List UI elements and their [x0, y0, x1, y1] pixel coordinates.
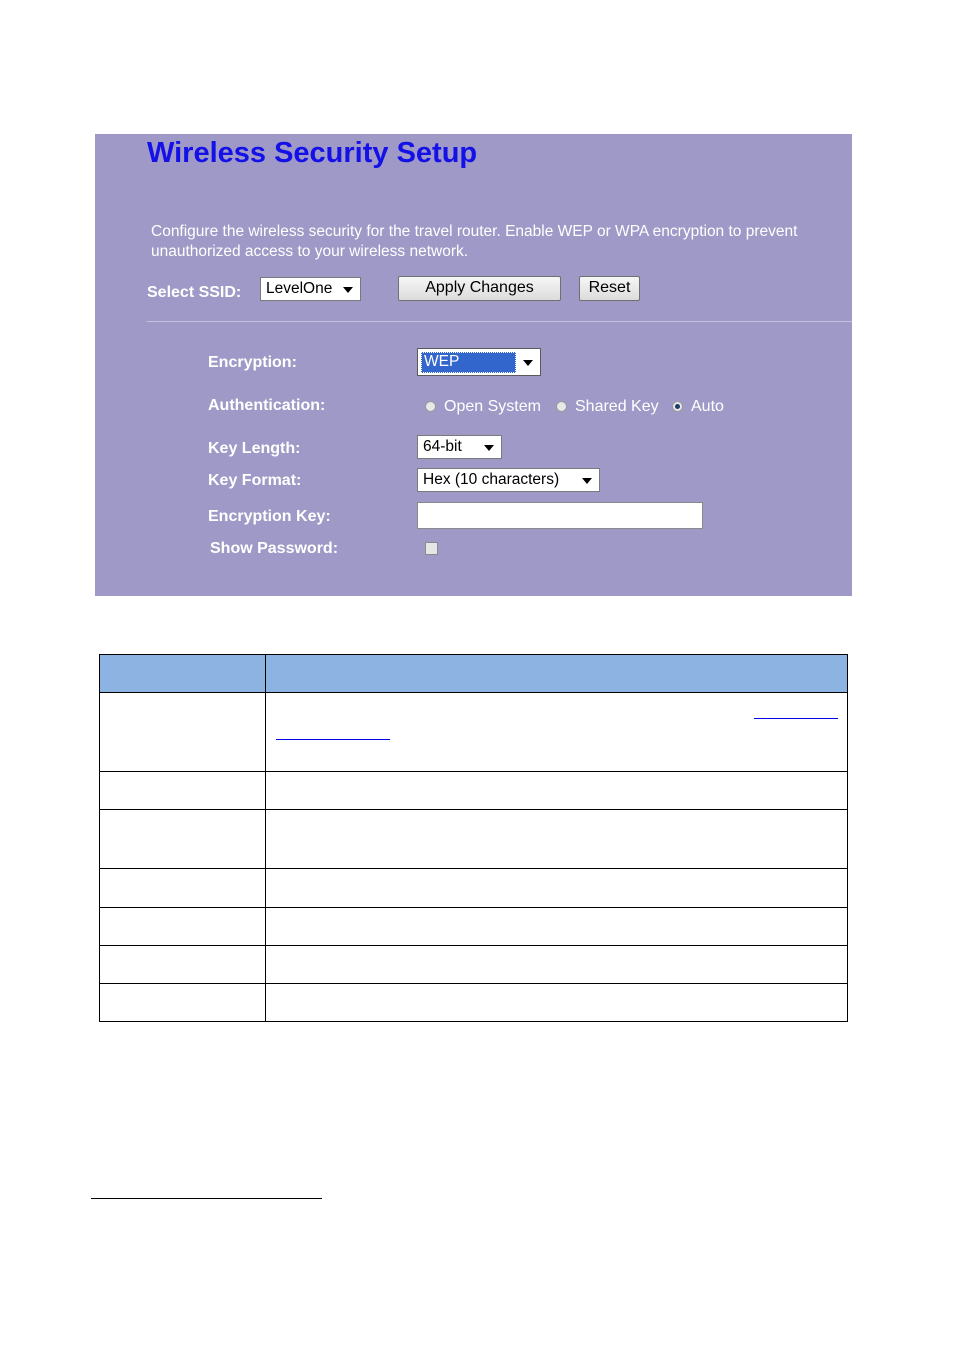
table-row — [100, 810, 848, 869]
show-password-label: Show Password: — [210, 540, 339, 557]
open-system-label: Open System — [444, 398, 541, 415]
ssid-value: LevelOne — [266, 280, 333, 297]
table-cell — [100, 772, 266, 810]
radio-shared-key[interactable] — [556, 401, 567, 412]
page-title: Wireless Security Setup — [147, 137, 478, 169]
table-row — [100, 946, 848, 984]
link-underline[interactable] — [754, 718, 838, 719]
table-cell — [100, 810, 266, 869]
auto-label: Auto — [691, 398, 724, 415]
table-row — [100, 869, 848, 908]
show-password-checkbox[interactable] — [425, 542, 438, 555]
table-cell — [266, 869, 848, 908]
encryption-label: Encryption: — [208, 354, 297, 371]
table-row — [100, 984, 848, 1022]
table-cell — [266, 946, 848, 984]
chevron-down-icon — [523, 360, 533, 366]
settings-description-table — [99, 654, 848, 1022]
table-header-row — [100, 655, 848, 693]
table-cell — [100, 946, 266, 984]
key-format-select[interactable] — [417, 468, 600, 492]
table-cell — [266, 810, 848, 869]
radio-auto[interactable] — [672, 401, 683, 412]
key-length-select[interactable] — [417, 435, 502, 459]
table-cell — [266, 772, 848, 810]
reset-button[interactable]: Reset — [579, 276, 640, 301]
encryption-key-label: Encryption Key: — [208, 508, 331, 525]
authentication-label: Authentication: — [208, 397, 326, 414]
table-cell — [100, 984, 266, 1022]
table-header-cell — [266, 655, 848, 693]
link-underline[interactable] — [276, 739, 390, 740]
encryption-value: WEP — [424, 353, 460, 370]
select-ssid-label: Select SSID: — [147, 284, 242, 301]
table-cell — [100, 693, 266, 772]
table-cell — [100, 869, 266, 908]
table-header-cell — [100, 655, 266, 693]
table-cell — [266, 693, 848, 772]
radio-open-system[interactable] — [425, 401, 436, 412]
key-format-label: Key Format: — [208, 472, 302, 489]
key-format-value: Hex (10 characters) — [423, 471, 560, 488]
footnote-separator — [91, 1198, 322, 1199]
table-cell — [266, 984, 848, 1022]
apply-changes-button[interactable]: Apply Changes — [398, 276, 561, 301]
encryption-select[interactable] — [417, 348, 541, 376]
table-cell — [100, 908, 266, 946]
wireless-security-panel — [95, 134, 852, 596]
encryption-key-input[interactable] — [417, 502, 703, 529]
chevron-down-icon — [484, 445, 494, 451]
table-row — [100, 693, 848, 772]
key-length-label: Key Length: — [208, 440, 301, 457]
key-length-value: 64-bit — [423, 438, 462, 455]
section-divider — [147, 321, 852, 322]
page-description: Configure the wireless security for the travel router. Enable WEP or WPA encryption to prevent unauthorized access to your wireless network. — [151, 223, 798, 260]
chevron-down-icon — [582, 478, 592, 484]
table-row — [100, 908, 848, 946]
ssid-select[interactable] — [260, 277, 361, 301]
chevron-down-icon — [343, 287, 353, 293]
shared-key-label: Shared Key — [575, 398, 659, 415]
table-cell — [266, 908, 848, 946]
table-row — [100, 772, 848, 810]
